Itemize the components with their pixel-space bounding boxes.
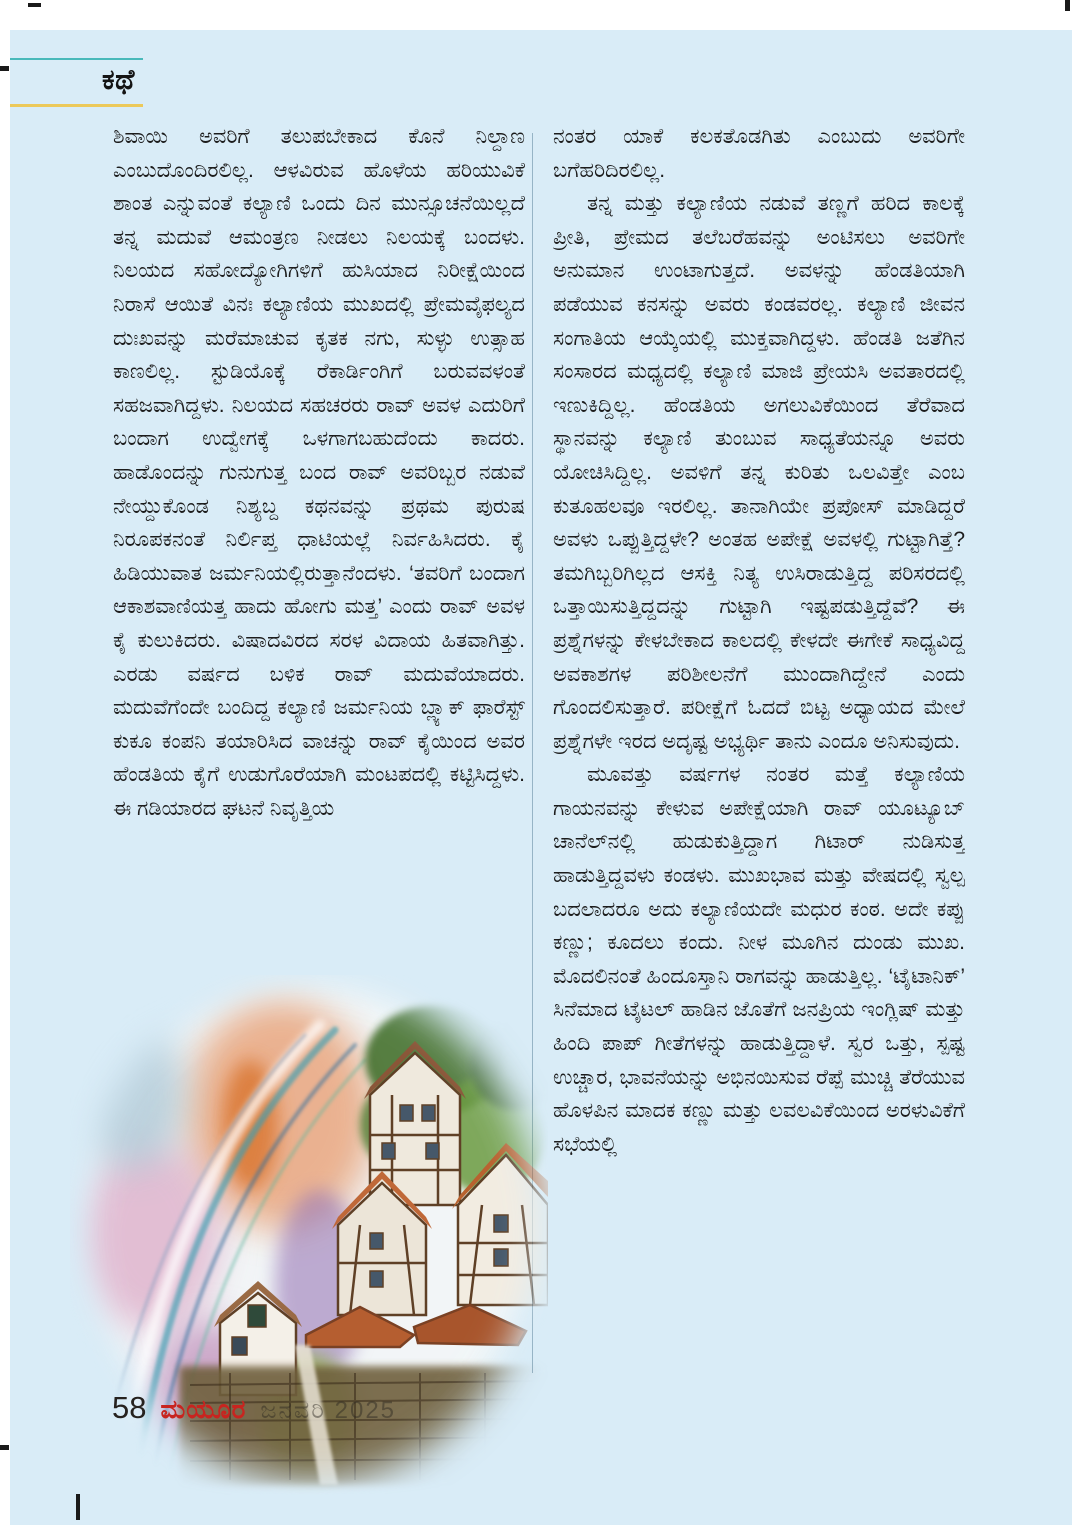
section-title: ಕಥೆ (102, 64, 135, 95)
page-footer (112, 1390, 396, 1430)
crop-mark-top-left-a (28, 3, 41, 7)
issue-date: ಜನವರಿ 2025 (260, 1397, 397, 1424)
magazine-logo: ಮಯೂರ (160, 1394, 247, 1424)
story-paragraph: ಶಿವಾಯಿ ಅವರಿಗೆ ತಲುಪಬೇಕಾದ ಕೊನೆ ನಿಲ್ದಾಣ ಎಂಬುದೊಂದಿರಲಿಲ್ಲ. ಆಳವಿರುವ ಹೊಳೆಯ ಹರಿಯುವಿಕೆ ಶಾಂತ ಎನ್ನುವಂತೆ ಕಲ್ಯಾಣಿ ಒಂದು ದಿನ ಮುನ್ಸೂಚನೆಯಿಲ್ಲದೆ ತನ್ನ ಮದುವೆ ಆಮಂತ್ರಣ ನೀಡಲು ನಿಲಯಕ್ಕೆ ಬಂದಳು. ನಿಲಯದ ಸಹೋದ್ಯೋಗಿಗಳಿಗೆ ಹುಸಿಯಾದ ನಿರೀಕ್ಷೆಯಿಂದ ನಿರಾಸೆ ಆಯಿತೆ ವಿನಃ ಕಲ್ಯಾಣಿಯ ಮುಖದಲ್ಲಿ ಪ್ರೇಮವೈಫಲ್ಯದ ದುಃಖವನ್ನು ಮರೆಮಾಚುವ ಕೃತಕ ನಗು, ಸುಳ್ಳು ಉತ್ಸಾಹ ಕಾಣಲಿಲ್ಲ. ಸ್ಟುಡಿಯೊಕ್ಕೆ ರೆಕಾರ್ಡಿಂಗಿಗೆ ಬರುವವಳಂತೆ ಸಹಜವಾಗಿದ್ದಳು. ನಿಲಯದ ಸಹಚರರು ರಾವ್ ಅವಳ ಎದುರಿಗೆ ಬಂದಾಗ ಉದ್ವೇಗಕ್ಕೆ ಒಳಗಾಗಬಹುದೆಂದು ಕಾದರು. ಹಾಡೊಂದನ್ನು ಗುನುಗುತ್ತ ಬಂದ ರಾವ್ ಅವರಿಬ್ಬರ ನಡುವೆ ನೇಯ್ದುಕೊಂಡ ನಿಶ್ಯಬ್ದ ಕಥನವನ್ನು ಪ್ರಥಮ ಪುರುಷ ನಿರೂಪಕನಂತೆ ನಿರ್ಲಿಪ್ತ ಧಾಟಿಯಲ್ಲೆ ನಿರ್ವಹಿಸಿದರು. ಕೈ ಹಿಡಿಯುವಾತ ಜರ್ಮನಿಯಲ್ಲಿರುತ್ತಾನೆಂದಳು. ‘ತವರಿಗೆ ಬಂದಾಗ ಆಕಾಶವಾಣಿಯತ್ತ ಹಾದು ಹೋಗು ಮತ್ತ’ ಎಂದು ರಾವ್ ಅವಳ ಕೈ ಕುಲುಕಿದರು. ವಿಷಾದವಿರದ ಸರಳ ವಿದಾಯ ಹಿತವಾಗಿತ್ತು. ಎರಡು ವರ್ಷದ ಬಳಿಕ ರಾವ್ ಮದುವೆಯಾದರು. ಮದುವೆಗೆಂದೇ ಬಂದಿದ್ದ ಕಲ್ಯಾಣಿ ಜರ್ಮನಿಯ ಬ್ಲ್ಯಾಕ್ ಫಾರೆಸ್ಟ್ ಕುಕೂ ಕಂಪನಿ ತಯಾರಿಸಿದ ವಾಚನ್ನು ರಾವ್ ಕೈಯಿಂದ ಅವರ ಹೆಂಡತಿಯ ಕೈಗೆ ಉಡುಗೊರೆಯಾಗಿ ಮಂಟಪದಲ್ಲಿ ಕಟ್ಟಿಸಿದ್ದಳು. ಈ ಗಡಿಯಾರದ ಘಟನೆ ನಿವೃತ್ತಿಯ (113, 125, 525, 820)
story-paragraph: ತನ್ನ ಮತ್ತು ಕಲ್ಯಾಣಿಯ ನಡುವೆ ತಣ್ಣಗೆ ಹರಿದ ಕಾಲಕ್ಕೆ ಪ್ರೀತಿ, ಪ್ರೇಮದ ತಲೆಬರೆಹವನ್ನು ಅಂಟಿಸಲು ಅವರಿಗೇ ಅನುಮಾನ ಉಂಟಾಗುತ್ತದೆ. ಅವಳನ್ನು ಹೆಂಡತಿಯಾಗಿ ಪಡೆಯುವ ಕನಸನ್ನು ಅವರು ಕಂಡವರಲ್ಲ. ಕಲ್ಯಾಣಿ ಜೀವನ ಸಂಗಾತಿಯ ಆಯ್ಕೆಯಲ್ಲಿ ಮುಕ್ತವಾಗಿದ್ದಳು. ಹೆಂಡತಿ ಜತೆಗಿನ ಸಂಸಾರದ ಮಧ್ಯದಲ್ಲಿ ಕಲ್ಯಾಣಿ ಮಾಜಿ ಪ್ರೇಯಸಿ ಅವತಾರದಲ್ಲಿ ಇಣುಕಿದ್ದಿಲ್ಲ. ಹೆಂಡತಿಯ ಅಗಲುವಿಕೆಯಿಂದ ತೆರೆವಾದ ಸ್ಥಾನವನ್ನು ಕಲ್ಯಾಣಿ ತುಂಬುವ ಸಾಧ್ಯತೆಯನ್ನೂ ಅವರು ಯೋಚಿಸಿದ್ದಿಲ್ಲ. ಅವಳಿಗೆ ತನ್ನ ಕುರಿತು ಒಲವಿತ್ತೇ ಎಂಬ ಕುತೂಹಲವೂ ಇರಲಿಲ್ಲ. ತಾನಾಗಿಯೇ ಪ್ರಪೋಸ್ ಮಾಡಿದ್ದರೆ ಅವಳು ಒಪ್ಪುತ್ತಿದ್ದಳೇ? ಅಂತಹ ಅಪೇಕ್ಷೆ ಅವಳಲ್ಲಿ ಗುಟ್ಟಾಗಿತ್ತೆ? ತಮಗಿಬ್ಬರಿಗಿಲ್ಲದ ಆಸಕ್ತಿ ನಿತ್ಯ ಉಸಿರಾಡುತ್ತಿದ್ದ ಪರಿಸರದಲ್ಲಿ ಒತ್ತಾಯಿಸುತ್ತಿದ್ದದನ್ನು ಗುಟ್ಟಾಗಿ ಇಷ್ಟಪಡುತ್ತಿದ್ದೆವೆ? ಈ ಪ್ರಶ್ನೆಗಳನ್ನು ಕೇಳಬೇಕಾದ ಕಾಲದಲ್ಲಿ ಕೇಳದೇ ಈಗೇಕೆ ಸಾಧ್ಯವಿದ್ದ ಅವಕಾಶಗಳ ಪರಿಶೀಲನೆಗೆ ಮುಂದಾಗಿದ್ದೇನೆ ಎಂದು ಗೊಂದಲಿಸುತ್ತಾರೆ. ಪರೀಕ್ಷೆಗೆ ಓದದೆ ಬಿಟ್ಟ ಅಧ್ಯಾಯದ ಮೇಲೆ ಪ್ರಶ್ನೆಗಳೇ ಇರದ ಅದೃಷ್ಟ ಅಭ್ಯರ್ಥಿ ತಾನು ಎಂದೂ ಅನಿಸುವುದು. (553, 192, 965, 753)
crop-mark-top-left-b (0, 66, 9, 71)
header-rule-yellow (10, 104, 143, 107)
crop-mark-bottom-left-b (76, 1494, 80, 1520)
text-column-left (113, 120, 525, 982)
page-number: 58 (112, 1390, 147, 1425)
crop-mark-top-right (1065, 0, 1070, 11)
crop-mark-bottom-left-a (0, 1445, 9, 1450)
header-rule-teal (10, 58, 143, 60)
story-paragraph: ಮೂವತ್ತು ವರ್ಷಗಳ ನಂತರ ಮತ್ತೆ ಕಲ್ಯಾಣಿಯ ಗಾಯನವನ್ನು ಕೇಳುವ ಅಪೇಕ್ಷೆಯಾಗಿ ರಾವ್ ಯೂಟ್ಯೂಬ್ ಚಾನೆಲ್‌ನಲ್ಲಿ ಹುಡುಕುತ್ತಿದ್ದಾಗ ಗಿಟಾರ್ ನುಡಿಸುತ್ತ ಹಾಡುತ್ತಿದ್ದವಳು ಕಂಡಳು. ಮುಖಭಾವ ಮತ್ತು ವೇಷದಲ್ಲಿ ಸ್ವಲ್ಪ ಬದಲಾದರೂ ಅದು ಕಲ್ಯಾಣಿಯದೇ ಮಧುರ ಕಂಠ. ಅದೇ ಕಪ್ಪು ಕಣ್ಣು; ಕೂದಲು ಕಂದು. ನೀಳ ಮೂಗಿನ ದುಂಡು ಮುಖ. ಮೊದಲಿನಂತೆ ಹಿಂದೂಸ್ತಾನಿ ರಾಗವನ್ನು ಹಾಡುತ್ತಿಲ್ಲ. ‘ಟೈಟಾನಿಕ್’ ಸಿನೆಮಾದ ಟೈಟಲ್ ಹಾಡಿನ ಜೊತೆಗೆ ಜನಪ್ರಿಯ ಇಂಗ್ಲಿಷ್ ಮತ್ತು ಹಿಂದಿ ಪಾಪ್ ಗೀತೆಗಳನ್ನು ಹಾಡುತ್ತಿದ್ದಾಳೆ. ಸ್ವರ ಒತ್ತು, ಸ್ಪಷ್ಟ ಉಚ್ಚಾರ, ಭಾವನೆಯನ್ನು ಅಭಿನಯಿಸುವ ರೆಪ್ಪೆ ಮುಚ್ಚಿ ತೆರೆಯುವ ಹೊಳಪಿನ ಮಾದಕ ಕಣ್ಣು ಮತ್ತು ಲವಲವಿಕೆಯಿಂದ ಅರಳುವಿಕೆಗೆ ಸಭೆಯಲ್ಲಿ (553, 763, 965, 1156)
text-column-right (553, 120, 965, 1378)
story-paragraph: ನಂತರ ಯಾಕೆ ಕಲಕತೊಡಗಿತು ಎಂಬುದು ಅವರಿಗೇ ಬಗೆಹರಿದಿರಲಿಲ್ಲ. (553, 125, 965, 182)
